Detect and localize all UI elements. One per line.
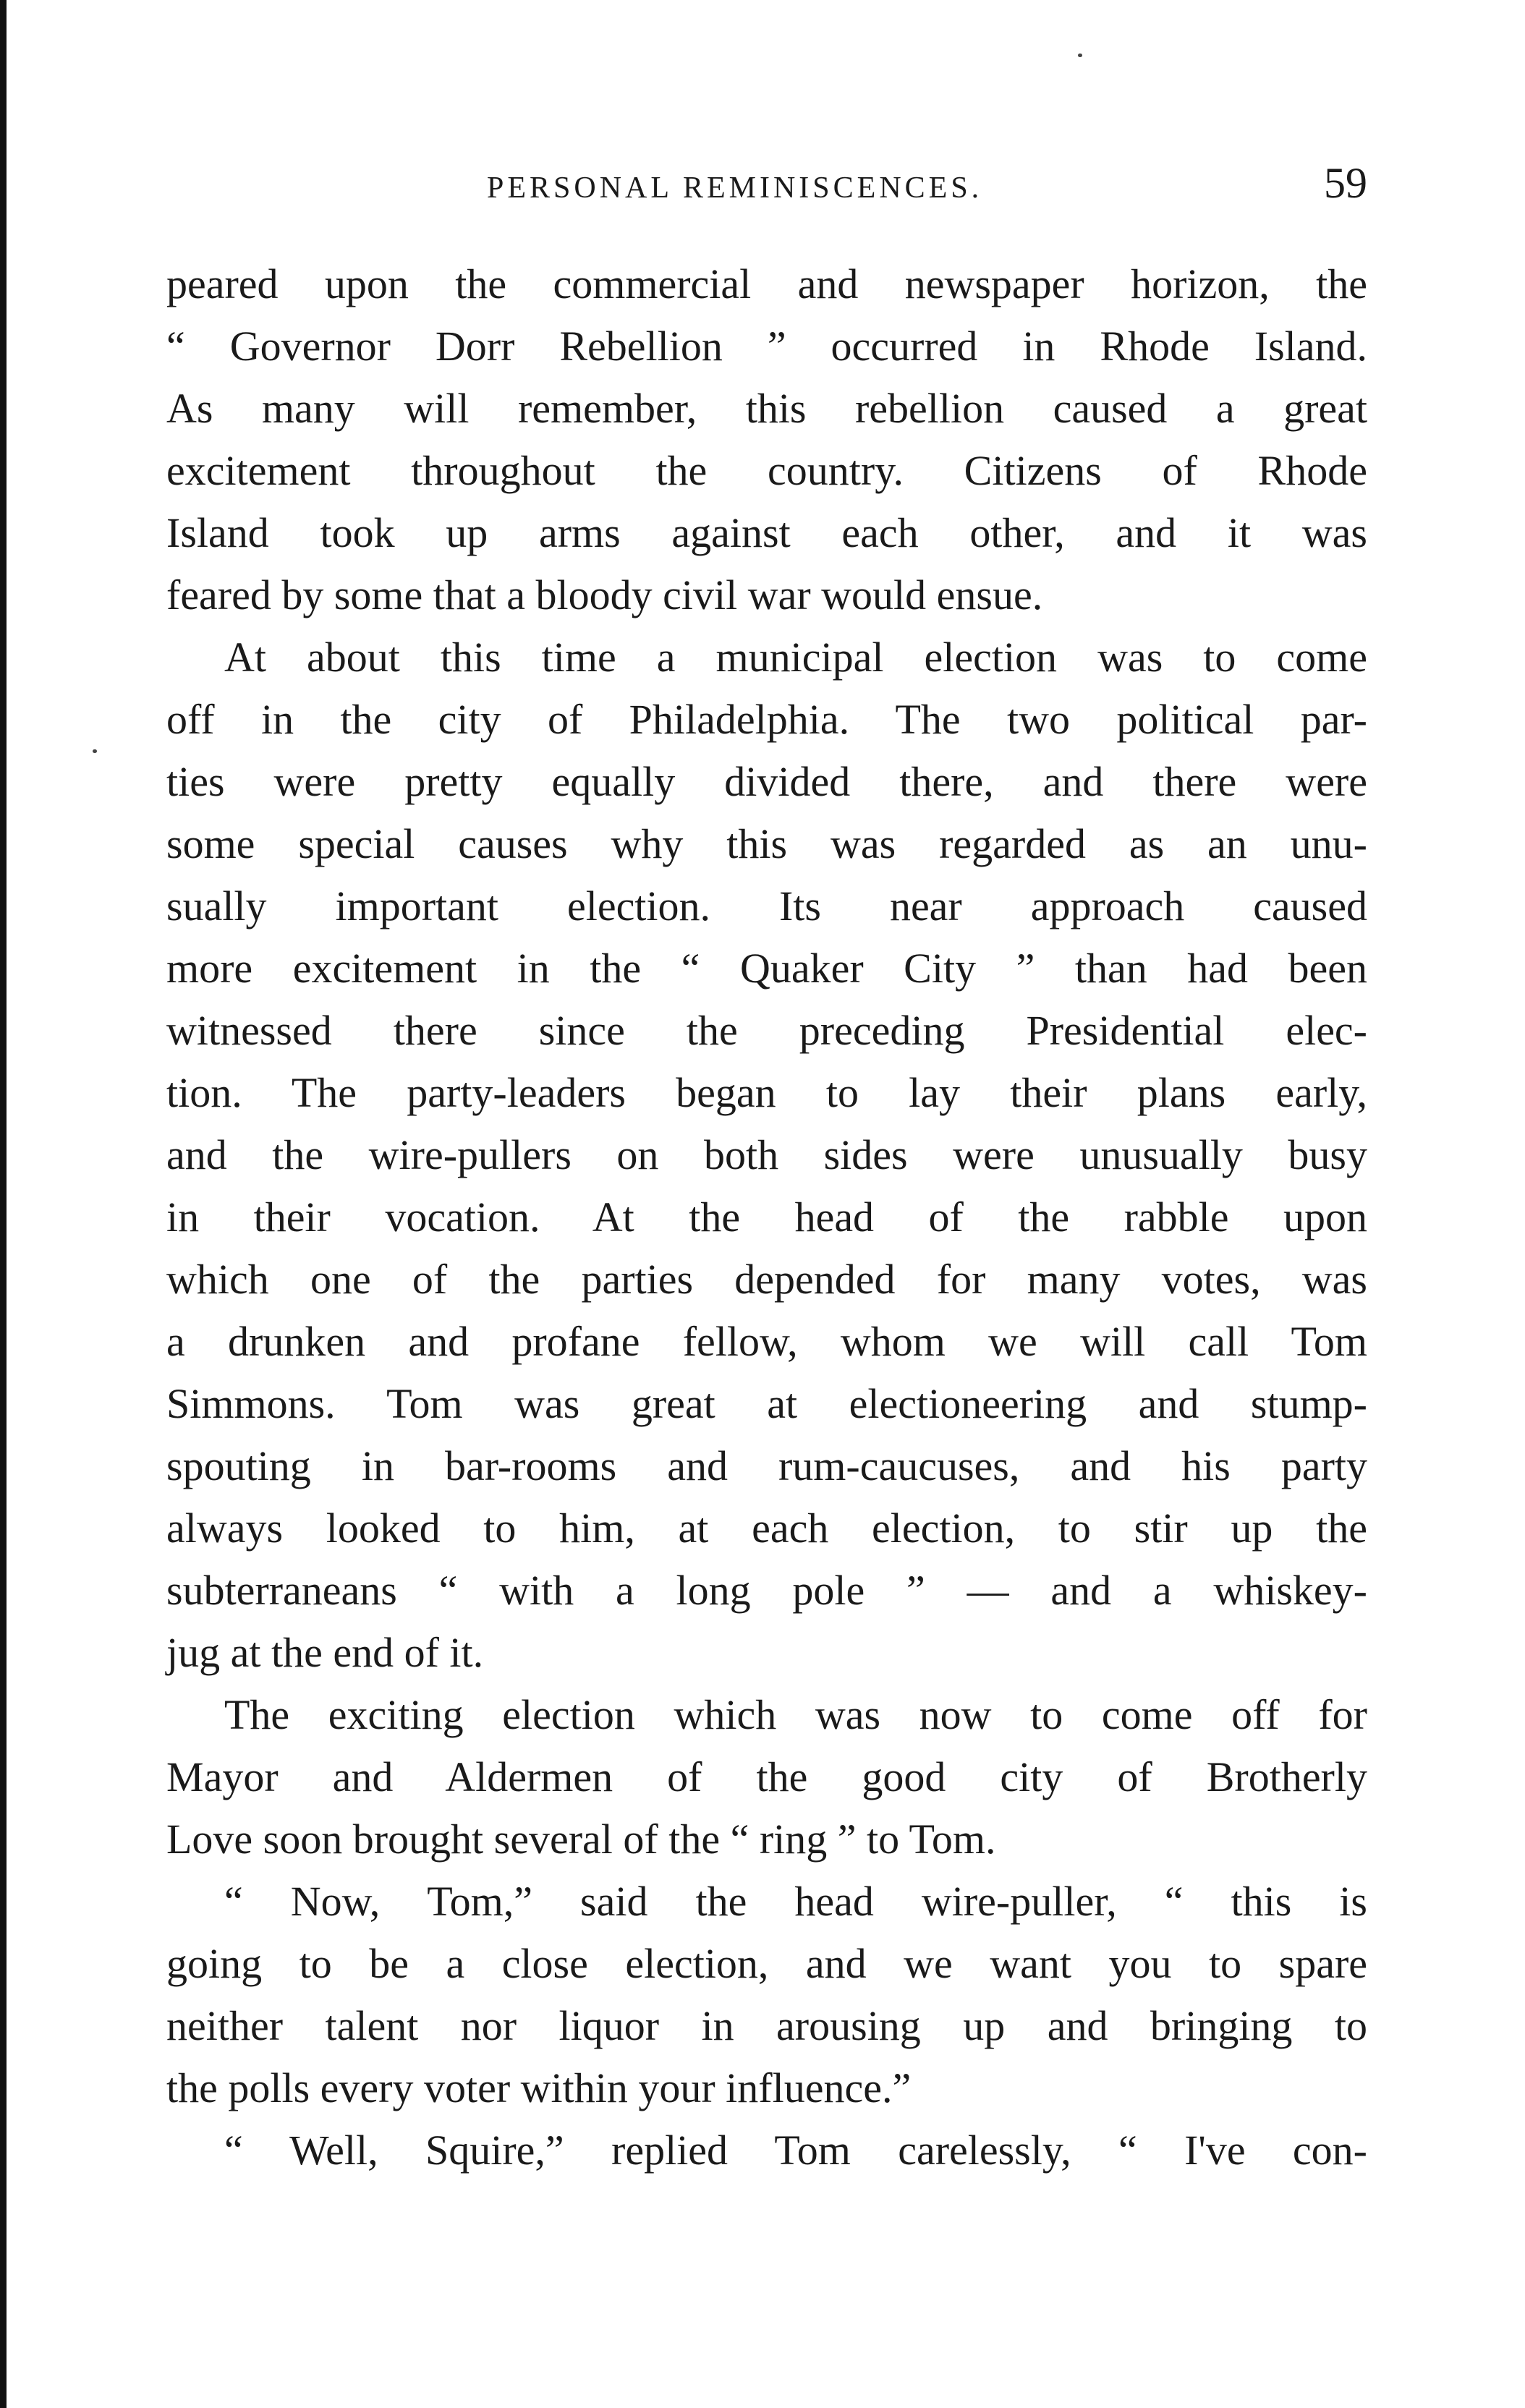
- text-line: “ Governor Dorr Rebellion ” occurred in Rhode Island.: [166, 323, 1367, 370]
- text-line: in their vocation. At the head of the rabble upon: [166, 1194, 1367, 1241]
- text-line: witnessed there since the preceding Presidential elec-: [166, 1007, 1367, 1054]
- text-line: The exciting election which was now to come off for: [224, 1691, 1367, 1738]
- text-line: peared upon the commercial and newspaper horizon, the: [166, 260, 1367, 307]
- page-binding-edge: [0, 0, 7, 2408]
- text-line: jug at the end of it.: [166, 1629, 484, 1676]
- text-line: excitement throughout the country. Citizens of Rhode: [166, 447, 1367, 494]
- text-line: feared by some that a bloody civil war would ensue.: [166, 571, 1043, 618]
- text-line: the polls every voter within your influence.”: [166, 2064, 912, 2111]
- page-number: 59: [1324, 159, 1367, 207]
- text-line: and the wire-pullers on both sides were unusually busy: [166, 1131, 1367, 1178]
- text-line: Simmons. Tom was great at electioneering and stump-: [166, 1380, 1367, 1427]
- body-text: [166, 253, 1367, 2182]
- ink-speck: [1078, 54, 1082, 57]
- text-line: some special causes why this was regarded as an unu-: [166, 820, 1367, 867]
- text-line: sually important election. Its near approach caused: [166, 882, 1367, 929]
- text-line: always looked to him, at each election, to stir up the: [166, 1505, 1367, 1552]
- text-line: going to be a close election, and we want you to spare: [166, 1940, 1367, 1987]
- text-line: ties were pretty equally divided there, and there were: [166, 758, 1367, 805]
- text-line: As many will remember, this rebellion caused a great: [166, 385, 1367, 432]
- text-line: off in the city of Philadelphia. The two political par-: [166, 696, 1367, 743]
- running-title: PERSONAL REMINISCENCES.: [487, 171, 983, 205]
- text-line: which one of the parties depended for many votes, was: [166, 1256, 1367, 1303]
- text-line: spouting in bar-rooms and rum-caucuses, and his party: [166, 1442, 1367, 1489]
- text-line: more excitement in the “ Quaker City ” than had been: [166, 945, 1367, 992]
- text-line: At about this time a municipal election was to come: [224, 634, 1367, 681]
- ink-speck: [93, 749, 97, 753]
- text-line: Love soon brought several of the “ ring ” to Tom.: [166, 1816, 996, 1863]
- text-line: subterraneans “ with a long pole ” — and a whiskey-: [166, 1567, 1367, 1614]
- text-line: “ Now, Tom,” said the head wire-puller, “ this is: [224, 1878, 1367, 1925]
- text-line: a drunken and profane fellow, whom we will call Tom: [166, 1318, 1367, 1365]
- page-header: [166, 158, 1367, 216]
- text-line: tion. The party-leaders began to lay their plans early,: [166, 1069, 1367, 1116]
- text-line: neither talent nor liquor in arousing up and bringing to: [166, 2002, 1367, 2049]
- text-line: Island took up arms against each other, and it was: [166, 509, 1367, 556]
- text-line: Mayor and Aldermen of the good city of Brotherly: [166, 1753, 1367, 1800]
- text-line: “ Well, Squire,” replied Tom carelessly, “ I've con-: [224, 2127, 1367, 2174]
